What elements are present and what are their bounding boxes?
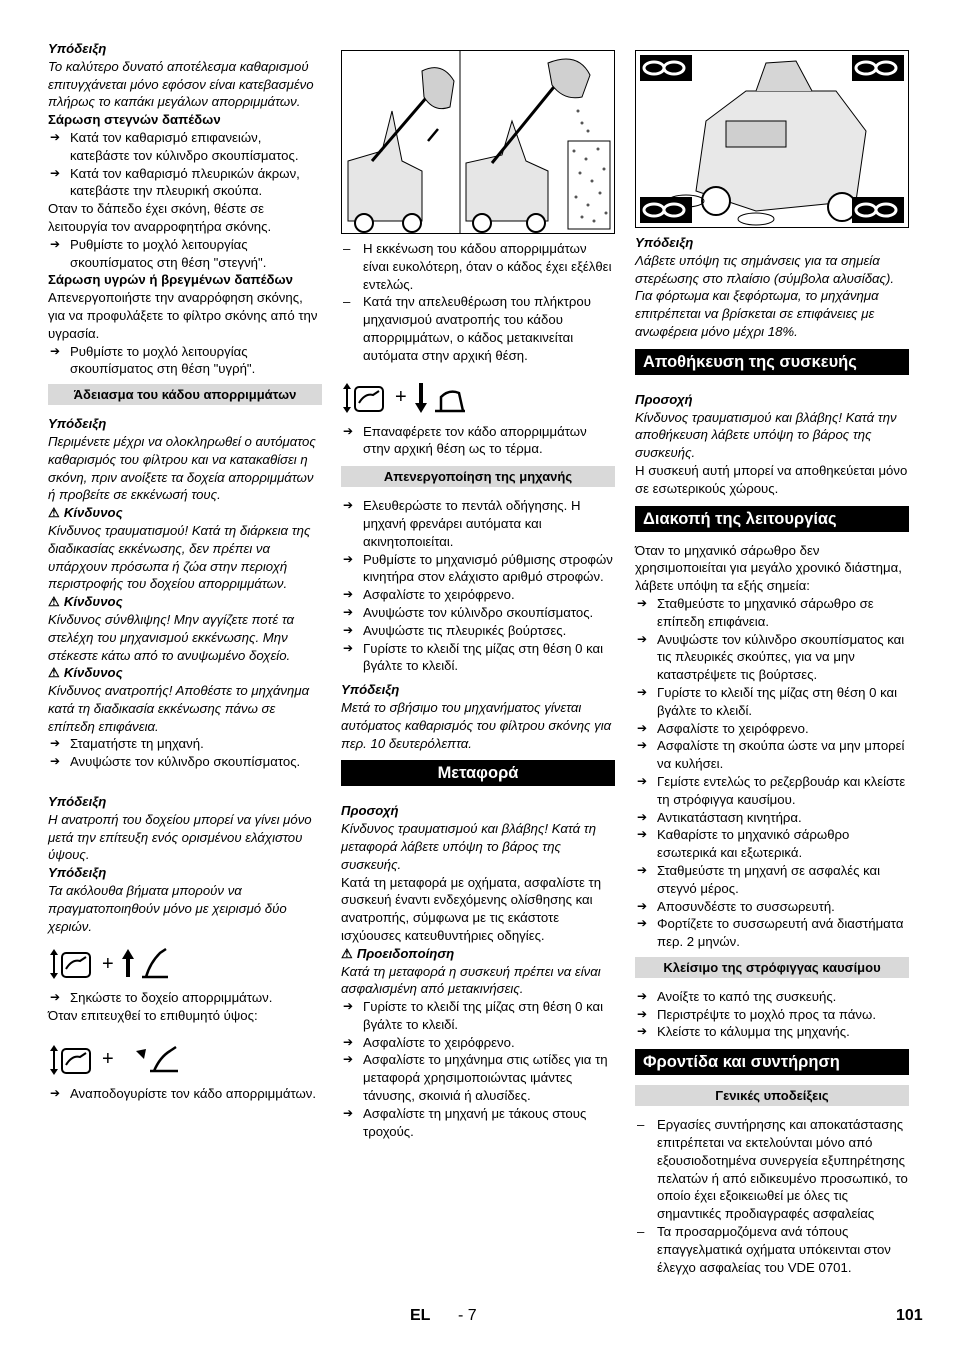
section-bar-maintenance: Φροντίδα και συντήρηση (635, 1049, 909, 1075)
chain-symbol-icon (852, 197, 904, 223)
bullet-item: ➔ Αντικατάσταση κινητήρα. (635, 809, 909, 827)
paragraph: Απενεργοποιήστε την αναρρόφηση σκόνης, για να προφυλάξετε το φίλτρο σκόνης από την υγρασία. (48, 290, 318, 341)
bullet-item: ➔ Ανυψώστε τον κύλινδρο σκουπίσματος. (341, 604, 615, 622)
bullet-item: ➔ Σταθμεύστε τη μηχανή σε ασφαλές και στεγνό μέρος. (635, 862, 909, 898)
caution-text: Κίνδυνος τραυματισμού και βλάβης! Κατά τη μεταφορά λάβετε υπόψη το βάρος της συσκευής. (341, 821, 597, 872)
warning-text: Κατά τη μεταφορά η συσκευή πρέπει να είναι ασφαλισμένη από μετακινήσεις. (341, 963, 601, 997)
column-3 (635, 40, 909, 1276)
bullet-item: ➔ Ανυψώστε τον κύλινδρο σκουπίσματος και τις πλευρικές σκούπες, για να μην καταστρέψετε τις βούρτσες. (635, 631, 909, 684)
bullet-item: ➔ Γεμίστε εντελώς το ρεζερβουάρ και κλείστε τη στρόφιγγα καυσίμου. (635, 773, 909, 809)
hand-lever-updown-icon (341, 379, 389, 417)
section-heading-dry: Σάρωση στεγνών δαπέδων (48, 112, 221, 128)
bullet-item: ➔ Φορτίζετε το συσσωρευτή ανά διαστήματα περ. 2 μηνών. (635, 915, 909, 951)
note-heading: Υπόδειξη (341, 682, 400, 698)
hand-lever-updown-icon (48, 945, 96, 983)
danger-heading: ⚠ Κίνδυνος (48, 665, 123, 681)
bullet-item: ➔ Ρυθμίστε το μηχανισμό ρύθμισης στροφών κινητήρα στον ελάχιστο αριθμό στροφών. (341, 551, 615, 587)
bullet-item: ➔ Ελευθερώστε το πεντάλ οδήγησης. Η μηχανή φρενάρει αυτόματα και ακινητοποιείται. (341, 497, 615, 550)
caution-text: Κίνδυνος τραυματισμού και βλάβης! Κατά την αποθήκευση λάβετε υπόψη το βάρος της συσκευής. (635, 409, 897, 461)
plus-symbol-icon: + (395, 385, 407, 408)
note-text: Το καλύτερο δυνατό αποτέλεσμα καθαρισμού επιτυγχάνεται μόνο εφόσον είναι κατεβασμένο πλήρως το καπάκι μεγάλων απορριμμάτων. (48, 58, 314, 110)
bullet-item: ➔ Γυρίστε το κλειδί της μίζας στη θέση 0 και βγάλτε το κλειδί. (341, 998, 615, 1034)
section-bar-decommission: Διακοπή της λειτουργίας (635, 506, 909, 532)
caution-heading: Προσοχή (635, 391, 693, 407)
danger-heading: ⚠ Κίνδυνος (48, 594, 123, 610)
bullet-item: ➔ Γυρίστε το κλειδί της μίζας στη θέση 0 και βγάλτε το κλειδί. (635, 684, 909, 720)
bullet-item: ➔ Σταματήστε τη μηχανή. (48, 735, 322, 753)
chain-symbol-icon (640, 197, 692, 223)
warning-triangle-icon: ⚠ (48, 505, 60, 521)
column-1 (48, 40, 322, 1103)
warning-triangle-icon: ⚠ (341, 945, 353, 961)
bullet-item: ➔ Αναποδογυρίστε τον κάδο απορριμμάτων. (48, 1085, 322, 1103)
section-bar-general: Γενικές υποδείξεις (635, 1085, 909, 1106)
warning-triangle-icon: ⚠ (48, 665, 60, 681)
danger-text: Κίνδυνος τραυματισμού! Κατά τη διάρκεια της διαδικασίας εκκένωσης, δεν πρέπει να υπάρχουν πρόσωπα ή ζώα στην περιοχή περιστροφής του δοχείου απορριμμάτων. (48, 522, 311, 592)
tie-down-points-illustration (635, 50, 909, 228)
dash-item: – Εργασίες συντήρησης και αποκατάστασης επιτρέπεται να εκτελούνται μόνο από εξουσιοδοτημένα συνεργεία εξυπηρέτησης πελατών ή από ειδικευμένο προσωπικό, το οποίο έχει εξοικειωθεί με όλες τις σημαντικές προδιαγραφές ασφαλείας (635, 1116, 909, 1223)
note-text: Περιμένετε μέχρι να ολοκληρωθεί ο αυτόματος καθαρισμός του φίλτρου και να κατακαθίσει η σκόνη, πριν ανοίξετε τα δοχεία απορριμμάτων ή προβείτε σε εκκένωσή τους. (48, 433, 316, 503)
bullet-item: ➔ Ασφαλίστε τη σκούπα ώστε να μην μπορεί να κυλήσει. (635, 737, 909, 773)
paragraph: Η συσκευή αυτή μπορεί να αποθηκεύεται μόνο σε εσωτερικούς χώρους. (635, 462, 908, 496)
arrow-up-hopper-icon (120, 945, 172, 983)
section-bar-empty: Άδειασμα του κάδου απορριμμάτων (48, 384, 322, 405)
arrow-down-hopper-icon (413, 379, 469, 417)
bullet-item: ➔ Ρυθμίστε το μοχλό λειτουργίας σκουπίσματος στη θέση "στεγνή". (48, 236, 322, 272)
bullet-item: ➔ Κατά τον καθαρισμό επιφανειών, κατεβάστε τον κύλινδρο σκουπίσματος. (48, 129, 322, 165)
bullet-item: ➔ Ανυψώστε τις πλευρικές βούρτσες. (341, 622, 615, 640)
paragraph: Κατά τη μεταφορά με οχήματα, ασφαλίστε τη συσκευή έναντι ενδεχόμενης ολίσθησης και ανατροπής, σύμφωνα με τις εκάστοτε ισχύουσες κατευθυντήριες οδηγίες. (341, 874, 602, 943)
note-heading: Υπόδειξη (48, 41, 107, 56)
bullet-item: ➔ Ασφαλίστε τη μηχανή με τάκους στους τροχούς. (341, 1105, 615, 1141)
tip-hopper-icon (120, 1041, 182, 1079)
paragraph: Οταν το δάπεδο έχει σκόνη, θέστε σε λειτουργία τον αναρροφητήρα σκόνης. (48, 201, 272, 234)
hopper-emptying-illustration (341, 50, 615, 234)
note-heading: Υπόδειξη (48, 865, 107, 881)
bullet-item: ➔ Ανοίξτε το καπό της συσκευής. (635, 988, 909, 1006)
plus-symbol-icon: + (102, 952, 114, 975)
bullet-item: ➔ Κλείστε το κάλυμμα της μηχανής. (635, 1023, 909, 1041)
bullet-item: ➔ Καθαρίστε το μηχανικό σάρωθρο εσωτερικά και εξωτερικά. (635, 826, 909, 862)
danger-heading: ⚠ Κίνδυνος (48, 505, 123, 521)
bullet-item: ➔ Ασφαλίστε το χειρόφρενο. (635, 720, 909, 738)
control-symbols-lift (48, 945, 322, 983)
hand-lever-updown-icon (48, 1041, 96, 1079)
bullet-item: ➔ Επαναφέρετε τον κάδο απορριμμάτων στην αρχική θέση ως το τέρμα. (341, 423, 615, 459)
bullet-item: ➔ Ασφαλίστε το μηχάνημα στις ωτίδες για τη μεταφορά χρησιμοποιώντας ιμάντες τάνυσης, σκοινιά ή αλυσίδες. (341, 1051, 615, 1104)
bullet-item: ➔ Σηκώστε το δοχείο απορριμμάτων. (48, 989, 322, 1007)
note-heading: Υπόδειξη (48, 416, 107, 432)
section-bar-fuel-valve: Κλείσιμο της στρόφιγγας καυσίμου (635, 957, 909, 978)
danger-text: Κίνδυνος ανατροπής! Αποθέστε το μηχάνημα κατά τη διαδικασία εκκένωσης πάνω σε επίπεδη επιφάνεια. (48, 683, 310, 734)
warning-triangle-icon: ⚠ (48, 594, 60, 610)
footer-local-page: - 7 (458, 1307, 477, 1324)
bullet-item: ➔ Γυρίστε το κλειδί της μίζας στη θέση 0 και βγάλτε το κλειδί. (341, 640, 615, 676)
footer-page-number: 101 (896, 1307, 923, 1324)
chain-symbol-icon (852, 55, 904, 81)
dash-item: – Η εκκένωση του κάδου απορριμμάτων είναι ευκολότερη, όταν ο κάδος έχει εξέλθει εντελώς. (341, 240, 615, 293)
bullet-item: ➔ Ασφαλίστε το χειρόφρενο. (341, 1034, 615, 1052)
footer-language: EL (410, 1307, 431, 1324)
bullet-item: ➔ Ανυψώστε τον κύλινδρο σκουπίσματος. (48, 753, 322, 771)
bullet-item: ➔ Ρυθμίστε το μοχλό λειτουργίας σκουπίσματος στη θέση "υγρή". (48, 343, 322, 379)
plus-symbol-icon: + (102, 1048, 114, 1071)
bullet-item: ➔ Περιστρέψτε το μοχλό προς τα πάνω. (635, 1006, 909, 1024)
dash-item: – Τα προσαρμοζόμενα ανά τόπους επαγγελματικά οχήματα υπόκεινται στον έλεγχο ασφαλείας του VDE 0701. (635, 1223, 909, 1276)
section-heading-wet: Σάρωση υγρών ή βρεγμένων δαπέδων (48, 272, 293, 288)
section-bar-transport: Μεταφορά (341, 760, 615, 786)
section-bar-storage: Αποθήκευση της συσκευής (635, 349, 909, 375)
warning-heading: ⚠ Προειδοποίηση (341, 945, 455, 961)
control-symbols-return (341, 379, 615, 417)
danger-text: Κίνδυνος σύνθλιψης! Μην αγγίζετε ποτέ τα στελέχη του μηχανισμού εκκένωσης. Μην στέκεστε κάτω από το ανυψωμένο δοχείο. (48, 611, 295, 663)
chain-symbol-icon (640, 55, 692, 81)
dash-item: – Κατά την απελευθέρωση του πλήκτρου μηχανισμού ανατροπής του κάδου απορριμμάτων, ο κάδος μετακινείται αυτόματα στην αρχική θέση. (341, 293, 615, 364)
control-symbols-tip (48, 1041, 322, 1079)
note-heading: Υπόδειξη (48, 794, 107, 810)
note-text: Η ανατροπή του δοχείου μπορεί να γίνει μόνο μετά την επίτευξη ενός ορισμένου ελάχιστου ύψους. (48, 811, 312, 863)
paragraph: Όταν επιτευχθεί το επιθυμητό ύψος: (48, 1008, 258, 1024)
caution-heading: Προσοχή (341, 803, 399, 819)
note-heading: Υπόδειξη (635, 235, 694, 250)
bullet-item: ➔ Ασφαλίστε το χειρόφρενο. (341, 586, 615, 604)
bullet-item: ➔ Αποσυνδέστε το συσσωρευτή. (635, 898, 909, 916)
bullet-item: ➔ Κατά τον καθαρισμό πλευρικών άκρων, κατεβάστε την πλευρική σκούπα. (48, 165, 322, 201)
column-2 (341, 40, 615, 1140)
note-text: Τα ακόλουθα βήματα μπορούν να πραγματοποιηθούν μόνο με χειρισμό δύο χεριών. (48, 883, 287, 934)
section-bar-shutdown: Απενεργοποίηση της μηχανής (341, 466, 615, 487)
paragraph: Όταν το μηχανικό σάρωθρο δεν χρησιμοποιείται για μεγάλο χρονικό διάστημα, λάβετε υπόψη τα εξής σημεία: (635, 542, 902, 594)
note-text: Μετά το σβήσιμο του μηχανήματος γίνεται αυτόματος καθαρισμός του φίλτρου σκόνης για περ. 10 δευτερόλεπτα. (341, 699, 612, 751)
note-text: Λάβετε υπόψη τις σημάνσεις για τα σημεία στερέωσης στο πλαίσιο (σύμβολα αλυσίδας). Για φόρτωμα και ξεφόρτωμα, το μηχάνημα επιτρέπεται να βρίσκεται σε επιφάνειες με ανωφέρεια μόνο μέχρι 18%. (635, 252, 895, 339)
bullet-item: ➔ Σταθμεύστε το μηχανικό σάρωθρο σε επίπεδη επιφάνεια. (635, 595, 909, 631)
